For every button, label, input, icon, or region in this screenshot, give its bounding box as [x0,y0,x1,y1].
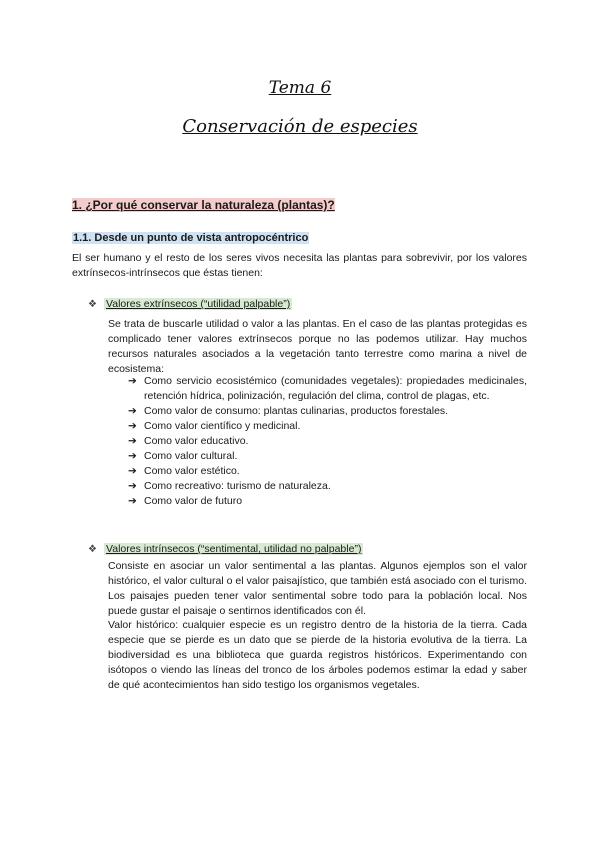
diamond-bullet-icon: ❖ [88,544,97,555]
arrow-icon: ➔ [128,435,137,447]
diamond-bullet-icon: ❖ [88,299,97,310]
list-item: ➔ Como servicio ecosistémico (comunidades vegetales): propiedades medicinales, retención hídrica, polinización, regulación del clima, control de plagas, etc. [128,375,527,402]
intrinsecos-label: Valores intrínsecos (“sentimental, utilidad no palpable”) [106,543,362,555]
extrinsecos-list [128,374,527,509]
list-item: ➔ Como valor cultural. [128,450,238,462]
section-heading-1-1: 1.1. Desde un punto de vista antropocéntrico [73,232,309,244]
arrow-icon: ➔ [128,375,137,387]
list-item: ➔ Como valor de futuro [128,495,243,507]
arrow-icon: ➔ [128,495,137,507]
arrow-icon: ➔ [128,405,137,417]
page-title: Tema 6 [268,78,332,98]
list-item: ➔ Como valor de consumo: plantas culinarias, productos forestales. [128,405,449,417]
list-item: ➔ Como valor científico y medicinal. [128,420,301,432]
extrinsecos-description: Se trata de buscarle utilidad o valor a las plantas. En el caso de las plantas protegidas es complicado tener valores extrínsecos porque no las podemos utilizar. Hay muchos recursos naturales asociados a la vegetación tanto terrestre como marina a nivel de ecosistema: [108,318,527,375]
bullet-intrinsecos [88,542,363,557]
intrinsecos-description: Consiste en asociar un valor sentimental a las plantas. Algunos ejemplos son el valor histórico, el valor cultural o el valor paisajístico, que también está asociado con el turismo. Los paisajes pueden tener valor sentimental sobre todo para la población local. Nos puede gustar el paisaje o sentirnos identificados con él. [108,560,527,617]
intro-paragraph: El ser humano y el resto de los seres vivos necesita las plantas para sobrevivir, por los valores extrínsecos-intrínsecos que éstas tienen: [72,252,527,279]
page-subtitle: Conservación de especies [182,116,418,137]
arrow-icon: ➔ [128,450,137,462]
arrow-icon: ➔ [128,420,137,432]
extrinsecos-label: Valores extrínsecos (“utilidad palpable”) [106,298,291,310]
section-heading-1: 1. ¿Por qué conservar la naturaleza (plantas)? [72,198,335,212]
arrow-icon: ➔ [128,465,137,477]
bullet-extrinsecos [88,297,292,312]
list-item: ➔ Como valor educativo. [128,435,249,447]
list-item: ➔ Como valor estético. [128,465,240,477]
list-item: ➔ Como recreativo: turismo de naturaleza. [128,480,331,492]
arrow-icon: ➔ [128,480,137,492]
valor-historico-paragraph: Valor histórico: cualquier especie es un registro dentro de la historia de la tierra. Cada especie que se pierde es un dato que se pierde de la historia evolutiva de la tierra. La biodiversidad es una biblioteca que guarda registros históricos. Experimentando con isótopos o viendo las líneas del tronco de los árboles podemos estimar la edad y saber de qué acontecimientos han sido testigo los organismos vegetales. [108,619,527,691]
